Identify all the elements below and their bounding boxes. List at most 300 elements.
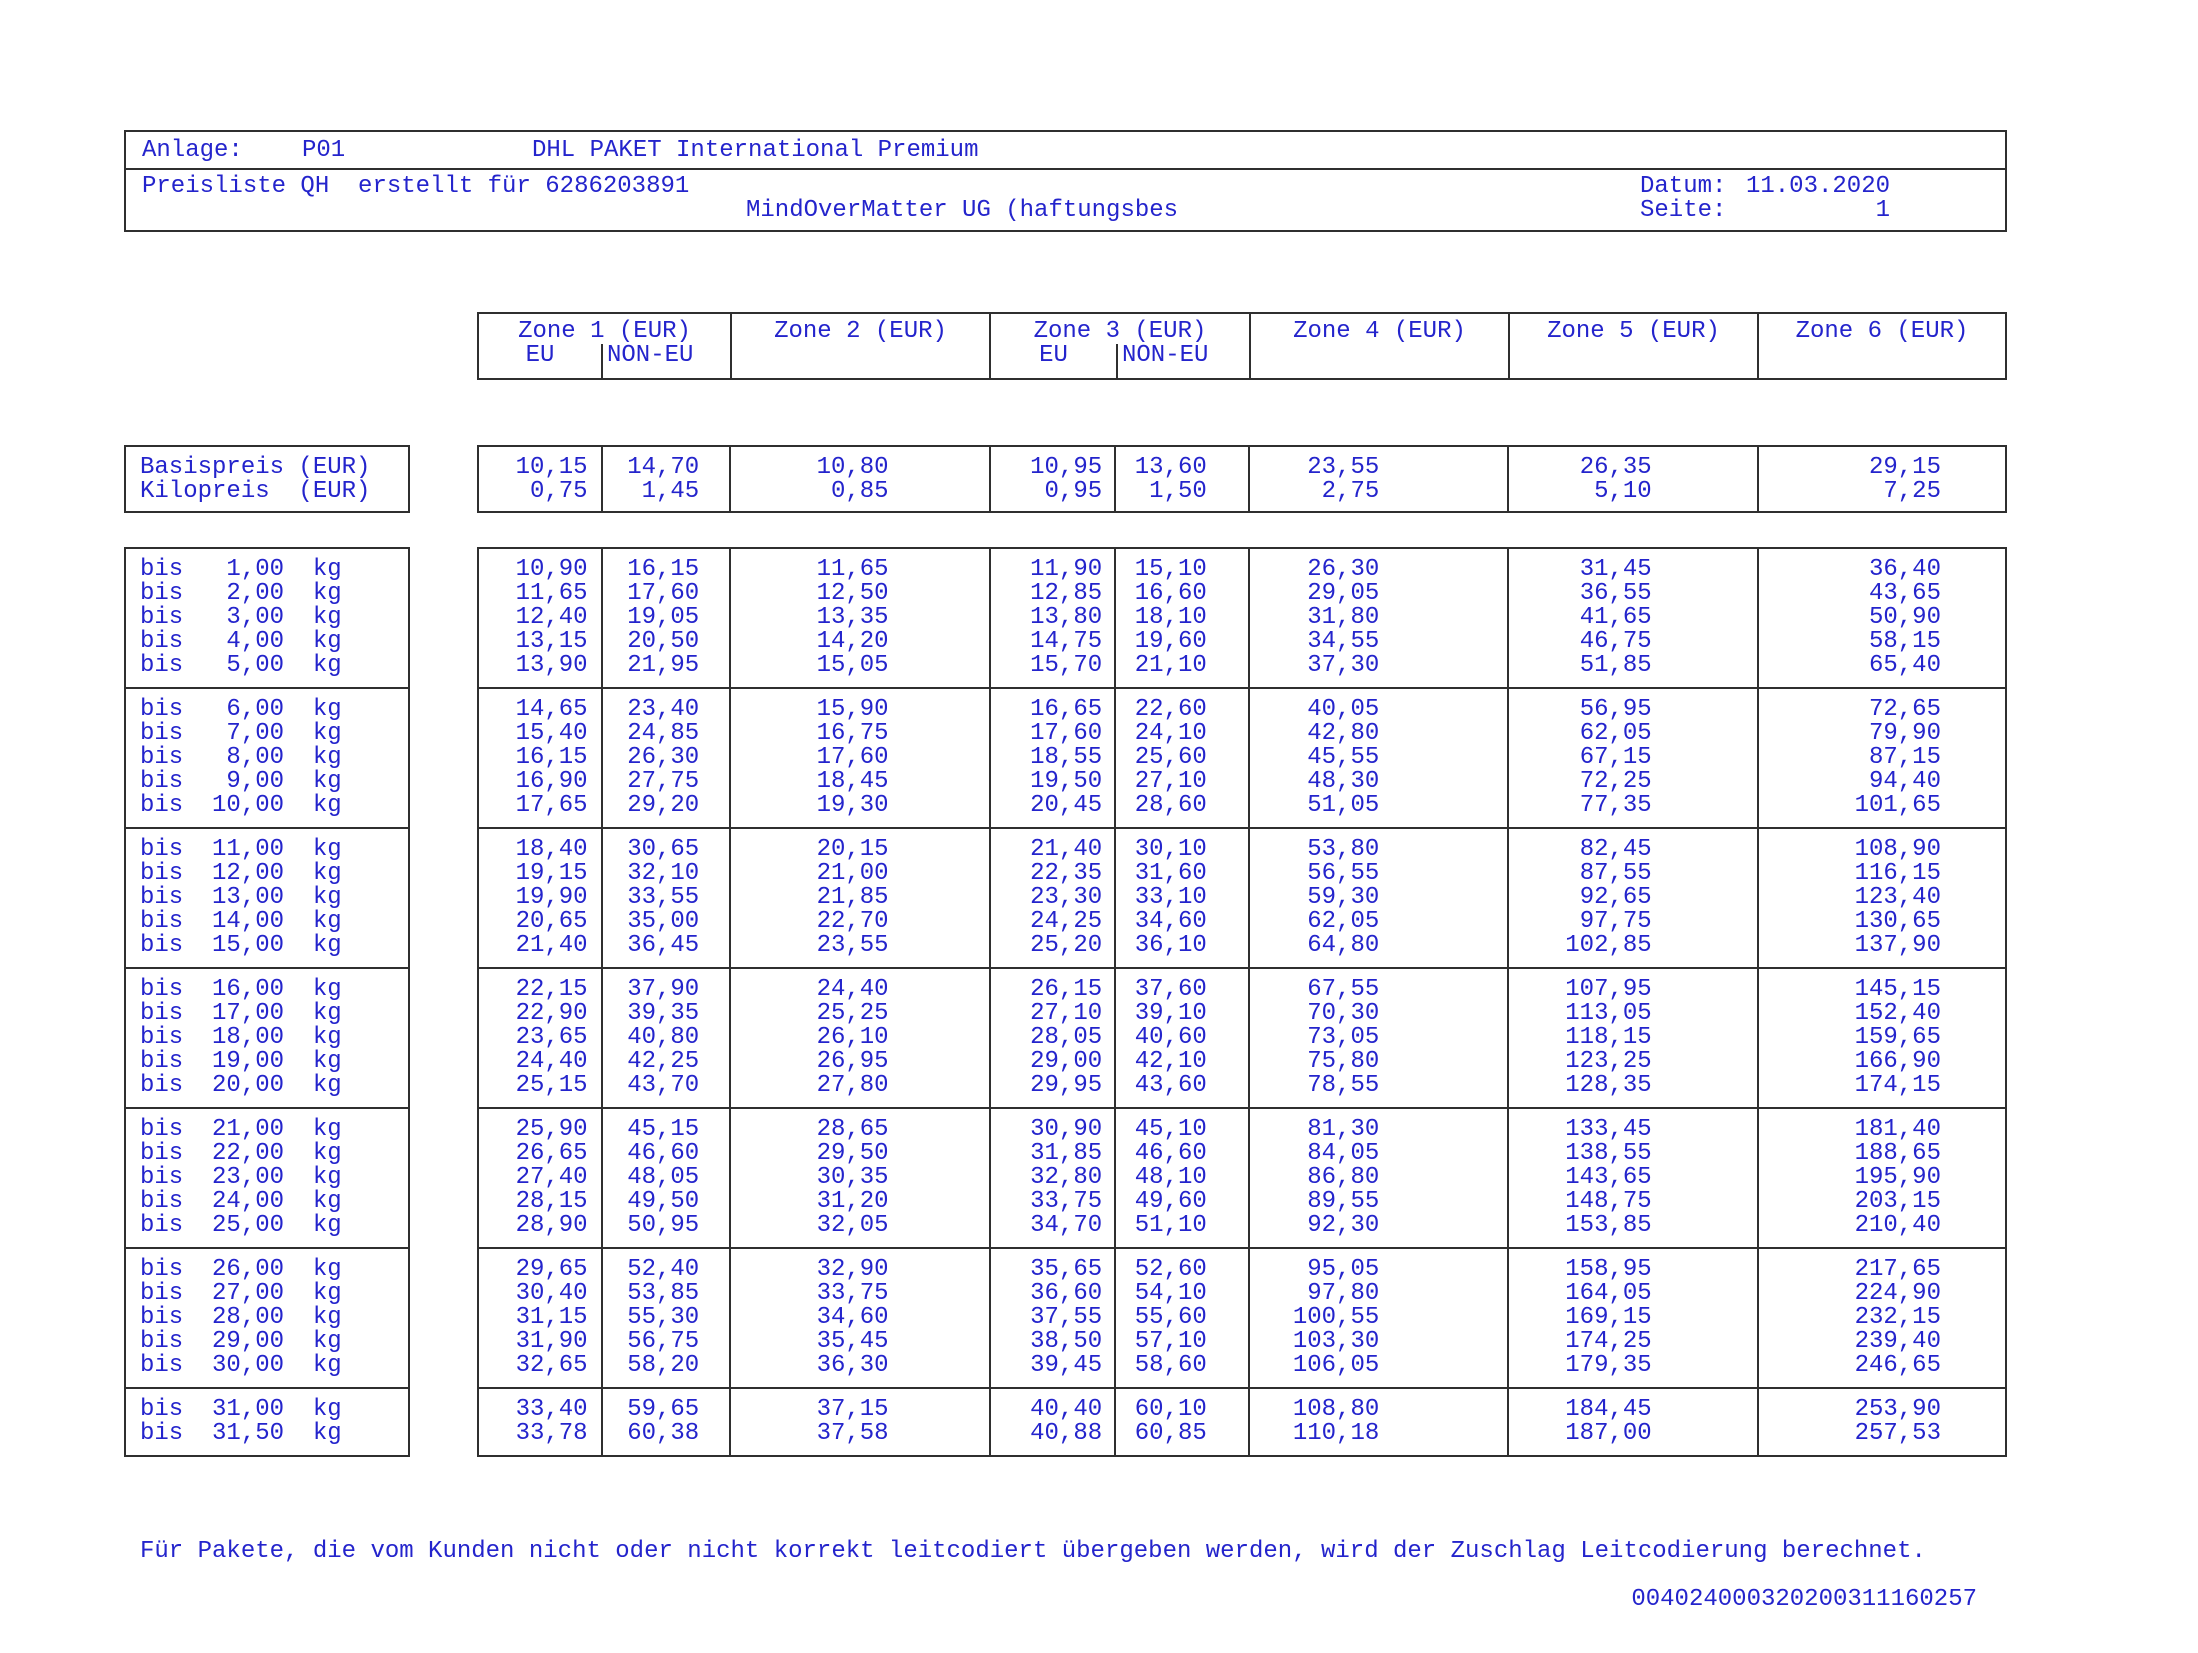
price-value: 62,05	[1307, 908, 1380, 935]
price-value: 67,55	[1307, 976, 1380, 1003]
price-value: 48,30	[1307, 768, 1380, 795]
price-value: 49,60	[1134, 1188, 1207, 1215]
weight-label: bis 31,00 kg	[140, 1396, 342, 1423]
preisliste-line: Preisliste QH erstellt für 6286203891	[142, 173, 690, 200]
weight-label: bis 19,00 kg	[140, 1048, 342, 1075]
price-column-cell	[1114, 969, 1248, 1107]
customer-line: MindOverMatter UG (haftungsbes	[746, 197, 1179, 224]
weight-label: bis 30,00 kg	[140, 1352, 342, 1379]
price-value: 52,60	[1134, 1256, 1207, 1283]
price-value: 166,90	[1854, 1048, 1941, 1075]
weight-label: bis 25,00 kg	[140, 1212, 342, 1239]
price-value: 28,90	[515, 1212, 588, 1239]
basispreis-value: 10,95	[1030, 454, 1103, 481]
price-value: 100,55	[1292, 1304, 1380, 1331]
price-value: 70,30	[1307, 1000, 1380, 1027]
seite-label: Seite:	[1640, 197, 1727, 224]
price-value: 15,10	[1134, 556, 1207, 583]
price-value: 30,10	[1134, 836, 1207, 863]
zone-label: Zone 5 (EUR)	[1547, 318, 1720, 345]
price-value: 27,10	[1134, 768, 1207, 795]
price-column-cell	[1507, 1109, 1756, 1247]
weight-label-block	[126, 549, 408, 687]
price-value: 24,85	[627, 720, 700, 747]
price-value: 31,15	[515, 1304, 588, 1331]
price-value: 17,60	[816, 744, 889, 771]
price-value: 246,65	[1854, 1352, 1941, 1379]
price-value: 67,15	[1579, 744, 1652, 771]
weight-label: bis 7,00 kg	[140, 720, 342, 747]
price-value: 65,40	[1868, 652, 1941, 679]
price-value: 50,90	[1868, 604, 1941, 631]
price-value: 60,38	[627, 1420, 700, 1447]
basispreis-value: 23,55	[1307, 454, 1380, 481]
price-value: 56,95	[1579, 696, 1652, 723]
document-code: 004024000320200311160257	[1631, 1586, 1977, 1613]
price-value: 174,25	[1565, 1328, 1652, 1355]
weight-label: bis 16,00 kg	[140, 976, 342, 1003]
price-value: 42,25	[627, 1048, 700, 1075]
price-value: 16,15	[515, 744, 588, 771]
price-value: 23,65	[515, 1024, 588, 1051]
zone-label: Zone 1 (EUR)	[518, 318, 691, 345]
price-value: 143,65	[1565, 1164, 1652, 1191]
price-value: 13,90	[515, 652, 588, 679]
price-value: 73,05	[1307, 1024, 1380, 1051]
zone-column-5	[1508, 314, 1757, 378]
price-value: 20,50	[627, 628, 700, 655]
price-value: 41,65	[1579, 604, 1652, 631]
price-value: 20,65	[515, 908, 588, 935]
price-value: 49,50	[627, 1188, 700, 1215]
price-value: 45,15	[627, 1116, 700, 1143]
price-column-cell	[989, 969, 1115, 1107]
price-value: 187,00	[1565, 1420, 1652, 1447]
price-column-cell	[1248, 1249, 1507, 1387]
price-value: 113,05	[1565, 1000, 1652, 1027]
weight-label: bis 6,00 kg	[140, 696, 342, 723]
price-value: 78,55	[1307, 1072, 1380, 1099]
price-value: 25,90	[515, 1116, 588, 1143]
price-value: 40,05	[1307, 696, 1380, 723]
price-value: 37,58	[816, 1420, 889, 1447]
price-value: 32,80	[1030, 1164, 1103, 1191]
price-value: 31,90	[515, 1328, 588, 1355]
weight-label-block	[126, 687, 408, 827]
weight-label: bis 23,00 kg	[140, 1164, 342, 1191]
price-value: 26,30	[627, 744, 700, 771]
price-column-cell	[1507, 1389, 1756, 1455]
price-value: 15,70	[1030, 652, 1103, 679]
price-value: 40,88	[1030, 1420, 1103, 1447]
price-value: 13,35	[816, 604, 889, 631]
price-value: 32,05	[816, 1212, 889, 1239]
weight-label: bis 14,00 kg	[140, 908, 342, 935]
weight-label: bis 17,00 kg	[140, 1000, 342, 1027]
price-value: 51,85	[1579, 652, 1652, 679]
price-value: 32,65	[515, 1352, 588, 1379]
price-value: 42,10	[1134, 1048, 1207, 1075]
price-column-cell	[1757, 1109, 2005, 1247]
price-value: 92,30	[1307, 1212, 1380, 1239]
price-value: 32,10	[627, 860, 700, 887]
price-column-cell	[989, 1389, 1115, 1455]
weight-label: bis 4,00 kg	[140, 628, 342, 655]
datum-value: 11.03.2020	[1745, 173, 1890, 200]
footer-note: Für Pakete, die vom Kunden nicht oder nicht korrekt leitcodiert übergeben werden, wird der Zuschlag Leitcodierung berechnet.	[140, 1538, 1926, 1565]
price-value: 23,40	[627, 696, 700, 723]
price-value: 16,15	[627, 556, 700, 583]
price-column-cell	[989, 829, 1115, 967]
price-column-cell	[479, 1389, 601, 1455]
price-value: 34,60	[816, 1304, 889, 1331]
price-value: 26,30	[1307, 556, 1380, 583]
weight-label-block	[126, 1107, 408, 1247]
price-value: 92,65	[1579, 884, 1652, 911]
price-value: 72,25	[1579, 768, 1652, 795]
weight-label: bis 1,00 kg	[140, 556, 342, 583]
price-value: 103,30	[1292, 1328, 1380, 1355]
price-value: 203,15	[1854, 1188, 1941, 1215]
price-column-cell	[729, 689, 988, 827]
price-value: 10,90	[515, 556, 588, 583]
seite-value: 1	[1875, 197, 1890, 224]
weight-label: bis 27,00 kg	[140, 1280, 342, 1307]
weight-label: bis 26,00 kg	[140, 1256, 342, 1283]
seite-line	[1640, 199, 1890, 223]
price-value: 28,60	[1134, 792, 1207, 819]
price-value: 46,60	[627, 1140, 700, 1167]
price-value: 86,80	[1307, 1164, 1380, 1191]
price-value: 21,40	[1030, 836, 1103, 863]
price-value: 14,20	[816, 628, 889, 655]
price-value: 53,85	[627, 1280, 700, 1307]
price-column-cell	[1507, 829, 1756, 967]
price-value: 164,05	[1565, 1280, 1652, 1307]
price-value: 43,65	[1868, 580, 1941, 607]
price-value: 46,60	[1134, 1140, 1207, 1167]
price-value: 12,50	[816, 580, 889, 607]
price-value: 37,55	[1030, 1304, 1103, 1331]
price-value: 87,55	[1579, 860, 1652, 887]
price-value: 21,10	[1134, 652, 1207, 679]
price-value: 110,18	[1292, 1420, 1380, 1447]
price-value: 29,50	[816, 1140, 889, 1167]
zone-column-2	[730, 314, 989, 378]
price-value: 36,55	[1579, 580, 1652, 607]
base-price-values	[477, 445, 2007, 513]
price-value: 153,85	[1565, 1212, 1652, 1239]
price-value: 56,75	[627, 1328, 700, 1355]
price-column-cell	[1114, 1249, 1248, 1387]
price-value: 75,80	[1307, 1048, 1380, 1075]
price-value: 31,80	[1307, 604, 1380, 631]
price-value: 18,40	[515, 836, 588, 863]
price-value: 23,55	[816, 932, 889, 959]
price-column-cell	[479, 549, 601, 687]
price-column-cell	[479, 689, 601, 827]
price-value: 95,05	[1307, 1256, 1380, 1283]
price-value: 169,15	[1565, 1304, 1652, 1331]
price-column-cell	[479, 1249, 601, 1387]
price-value: 174,15	[1854, 1072, 1941, 1099]
price-value: 42,80	[1307, 720, 1380, 747]
price-value: 253,90	[1854, 1396, 1941, 1423]
zone-column-3	[989, 314, 1249, 378]
price-column-cell	[601, 1249, 730, 1387]
weight-value-block	[479, 1107, 2005, 1247]
price-column-cell	[1757, 969, 2005, 1107]
price-value: 51,05	[1307, 792, 1380, 819]
price-value: 232,15	[1854, 1304, 1941, 1331]
price-value: 89,55	[1307, 1188, 1380, 1215]
price-value: 36,45	[627, 932, 700, 959]
price-value: 31,60	[1134, 860, 1207, 887]
price-column-cell	[601, 549, 730, 687]
price-value: 34,70	[1030, 1212, 1103, 1239]
base-price-cell	[601, 447, 730, 511]
price-value: 36,10	[1134, 932, 1207, 959]
price-column-cell	[729, 549, 988, 687]
zone-column-6	[1757, 314, 2005, 378]
price-column-cell	[601, 969, 730, 1107]
price-column-cell	[989, 689, 1115, 827]
price-value: 27,10	[1030, 1000, 1103, 1027]
price-value: 54,10	[1134, 1280, 1207, 1307]
price-value: 58,20	[627, 1352, 700, 1379]
price-value: 195,90	[1854, 1164, 1941, 1191]
weight-label: bis 2,00 kg	[140, 580, 342, 607]
price-value: 19,15	[515, 860, 588, 887]
price-value: 19,90	[515, 884, 588, 911]
header-title-row	[126, 132, 2005, 170]
price-value: 30,35	[816, 1164, 889, 1191]
price-value: 32,90	[816, 1256, 889, 1283]
price-value: 152,40	[1854, 1000, 1941, 1027]
price-value: 20,45	[1030, 792, 1103, 819]
kilopreis-value: 0,85	[830, 478, 889, 505]
price-column-cell	[1248, 1389, 1507, 1455]
price-value: 22,15	[515, 976, 588, 1003]
price-value: 39,45	[1030, 1352, 1103, 1379]
price-value: 30,90	[1030, 1116, 1103, 1143]
price-value: 11,65	[816, 556, 889, 583]
price-value: 12,40	[515, 604, 588, 631]
basispreis-value: 14,70	[627, 454, 700, 481]
price-value: 25,20	[1030, 932, 1103, 959]
price-column-cell	[1114, 689, 1248, 827]
price-value: 28,65	[816, 1116, 889, 1143]
price-value: 59,65	[627, 1396, 700, 1423]
price-value: 39,10	[1134, 1000, 1207, 1027]
weight-label: bis 8,00 kg	[140, 744, 342, 771]
price-value: 20,15	[816, 836, 889, 863]
weight-label-block	[126, 1247, 408, 1387]
price-value: 36,60	[1030, 1280, 1103, 1307]
basispreis-value: 10,15	[515, 454, 588, 481]
base-price-cell	[989, 447, 1115, 511]
zone-column-4	[1249, 314, 1508, 378]
weight-value-block	[479, 549, 2005, 687]
zone-column-1	[479, 314, 730, 378]
weight-label: bis 10,00 kg	[140, 792, 342, 819]
price-value: 19,50	[1030, 768, 1103, 795]
price-value: 79,90	[1868, 720, 1941, 747]
price-value: 181,40	[1854, 1116, 1941, 1143]
price-value: 40,60	[1134, 1024, 1207, 1051]
kilopreis-value: 0,95	[1044, 478, 1103, 505]
price-value: 38,50	[1030, 1328, 1103, 1355]
price-value: 30,40	[515, 1280, 588, 1307]
price-value: 56,55	[1307, 860, 1380, 887]
price-value: 16,65	[1030, 696, 1103, 723]
weight-label: bis 21,00 kg	[140, 1116, 342, 1143]
price-column-cell	[1248, 1109, 1507, 1247]
price-value: 21,95	[627, 652, 700, 679]
price-value: 77,35	[1579, 792, 1652, 819]
kilopreis-value: 0,75	[529, 478, 588, 505]
header-info-row	[126, 170, 2005, 230]
weight-label: bis 11,00 kg	[140, 836, 342, 863]
price-value: 29,20	[627, 792, 700, 819]
datum-label: Datum:	[1640, 173, 1727, 200]
price-value: 48,10	[1134, 1164, 1207, 1191]
basispreis-label: Basispreis (EUR)	[140, 454, 371, 481]
price-value: 33,40	[515, 1396, 588, 1423]
price-column-cell	[1507, 689, 1756, 827]
price-value: 11,90	[1030, 556, 1103, 583]
price-value: 35,65	[1030, 1256, 1103, 1283]
price-value: 34,55	[1307, 628, 1380, 655]
price-value: 52,40	[627, 1256, 700, 1283]
price-value: 45,55	[1307, 744, 1380, 771]
basispreis-value: 10,80	[816, 454, 889, 481]
price-value: 133,45	[1565, 1116, 1652, 1143]
price-value: 107,95	[1565, 976, 1652, 1003]
price-value: 43,60	[1134, 1072, 1207, 1099]
base-price-labels	[124, 445, 410, 513]
price-value: 28,15	[515, 1188, 588, 1215]
price-value: 72,65	[1868, 696, 1941, 723]
price-column-cell	[1757, 1249, 2005, 1387]
zone-label: Zone 4 (EUR)	[1293, 318, 1466, 345]
price-value: 18,55	[1030, 744, 1103, 771]
price-value: 33,55	[627, 884, 700, 911]
weight-label: bis 9,00 kg	[140, 768, 342, 795]
price-value: 35,45	[816, 1328, 889, 1355]
price-value: 33,78	[515, 1420, 588, 1447]
base-price-cell	[1114, 447, 1248, 511]
price-column-cell	[479, 969, 601, 1107]
price-value: 137,90	[1854, 932, 1941, 959]
weight-label: bis 20,00 kg	[140, 1072, 342, 1099]
zone-label: Zone 6 (EUR)	[1795, 318, 1969, 345]
weight-label-block	[126, 827, 408, 967]
zone-sub-eu: EU	[1039, 342, 1068, 369]
price-value: 13,15	[515, 628, 588, 655]
price-value: 58,15	[1868, 628, 1941, 655]
price-value: 57,10	[1134, 1328, 1207, 1355]
price-value: 84,05	[1307, 1140, 1380, 1167]
header-box	[124, 130, 2007, 232]
price-value: 39,35	[627, 1000, 700, 1027]
price-value: 46,75	[1579, 628, 1652, 655]
price-value: 23,30	[1030, 884, 1103, 911]
price-value: 37,90	[627, 976, 700, 1003]
price-value: 27,80	[816, 1072, 889, 1099]
weight-label: bis 31,50 kg	[140, 1420, 342, 1447]
price-column-cell	[1507, 969, 1756, 1107]
kilopreis-value: 7,25	[1883, 478, 1941, 505]
weight-label: bis 12,00 kg	[140, 860, 342, 887]
price-value: 40,80	[627, 1024, 700, 1051]
price-value: 21,85	[816, 884, 889, 911]
price-value: 45,10	[1134, 1116, 1207, 1143]
weight-value-block	[479, 967, 2005, 1107]
weight-label: bis 28,00 kg	[140, 1304, 342, 1331]
price-value: 123,40	[1854, 884, 1941, 911]
weight-value-block	[479, 1247, 2005, 1387]
document-title: DHL PAKET International Premium	[532, 137, 979, 164]
zone-sub-noneu: NON-EU	[601, 344, 730, 378]
price-value: 102,85	[1565, 932, 1652, 959]
price-value: 53,80	[1307, 836, 1380, 863]
zone-sub-noneu: NON-EU	[1116, 344, 1249, 378]
price-column-cell	[729, 1249, 988, 1387]
price-column-cell	[601, 1109, 730, 1247]
base-price-cell	[1248, 447, 1507, 511]
weight-label-block	[126, 1387, 408, 1455]
price-column-cell	[479, 829, 601, 967]
base-price-cell	[479, 447, 601, 511]
zone-header-row	[477, 312, 2007, 380]
zone-label: Zone 2 (EUR)	[774, 318, 947, 345]
price-value: 37,15	[816, 1396, 889, 1423]
price-value: 62,05	[1579, 720, 1652, 747]
price-value: 97,75	[1579, 908, 1652, 935]
weight-values-table	[477, 547, 2007, 1457]
price-value: 158,95	[1565, 1256, 1652, 1283]
price-value: 25,25	[816, 1000, 889, 1027]
price-value: 101,65	[1854, 792, 1941, 819]
price-value: 184,45	[1565, 1396, 1652, 1423]
weight-label: bis 15,00 kg	[140, 932, 342, 959]
price-value: 19,30	[816, 792, 889, 819]
price-value: 26,15	[1030, 976, 1103, 1003]
price-value: 25,60	[1134, 744, 1207, 771]
price-value: 29,05	[1307, 580, 1380, 607]
price-value: 24,40	[515, 1048, 588, 1075]
price-column-cell	[1248, 689, 1507, 827]
price-value: 26,95	[816, 1048, 889, 1075]
price-value: 123,25	[1565, 1048, 1652, 1075]
price-column-cell	[1114, 829, 1248, 967]
price-value: 128,35	[1565, 1072, 1652, 1099]
price-value: 81,30	[1307, 1116, 1380, 1143]
price-value: 59,30	[1307, 884, 1380, 911]
price-value: 17,65	[515, 792, 588, 819]
price-value: 58,60	[1134, 1352, 1207, 1379]
price-value: 12,85	[1030, 580, 1103, 607]
price-value: 37,30	[1307, 652, 1380, 679]
price-value: 159,65	[1854, 1024, 1941, 1051]
price-value: 31,45	[1579, 556, 1652, 583]
price-value: 118,15	[1565, 1024, 1652, 1051]
anlage-value: P01	[302, 137, 346, 164]
price-value: 14,75	[1030, 628, 1103, 655]
price-value: 82,45	[1579, 836, 1652, 863]
price-value: 33,75	[1030, 1188, 1103, 1215]
